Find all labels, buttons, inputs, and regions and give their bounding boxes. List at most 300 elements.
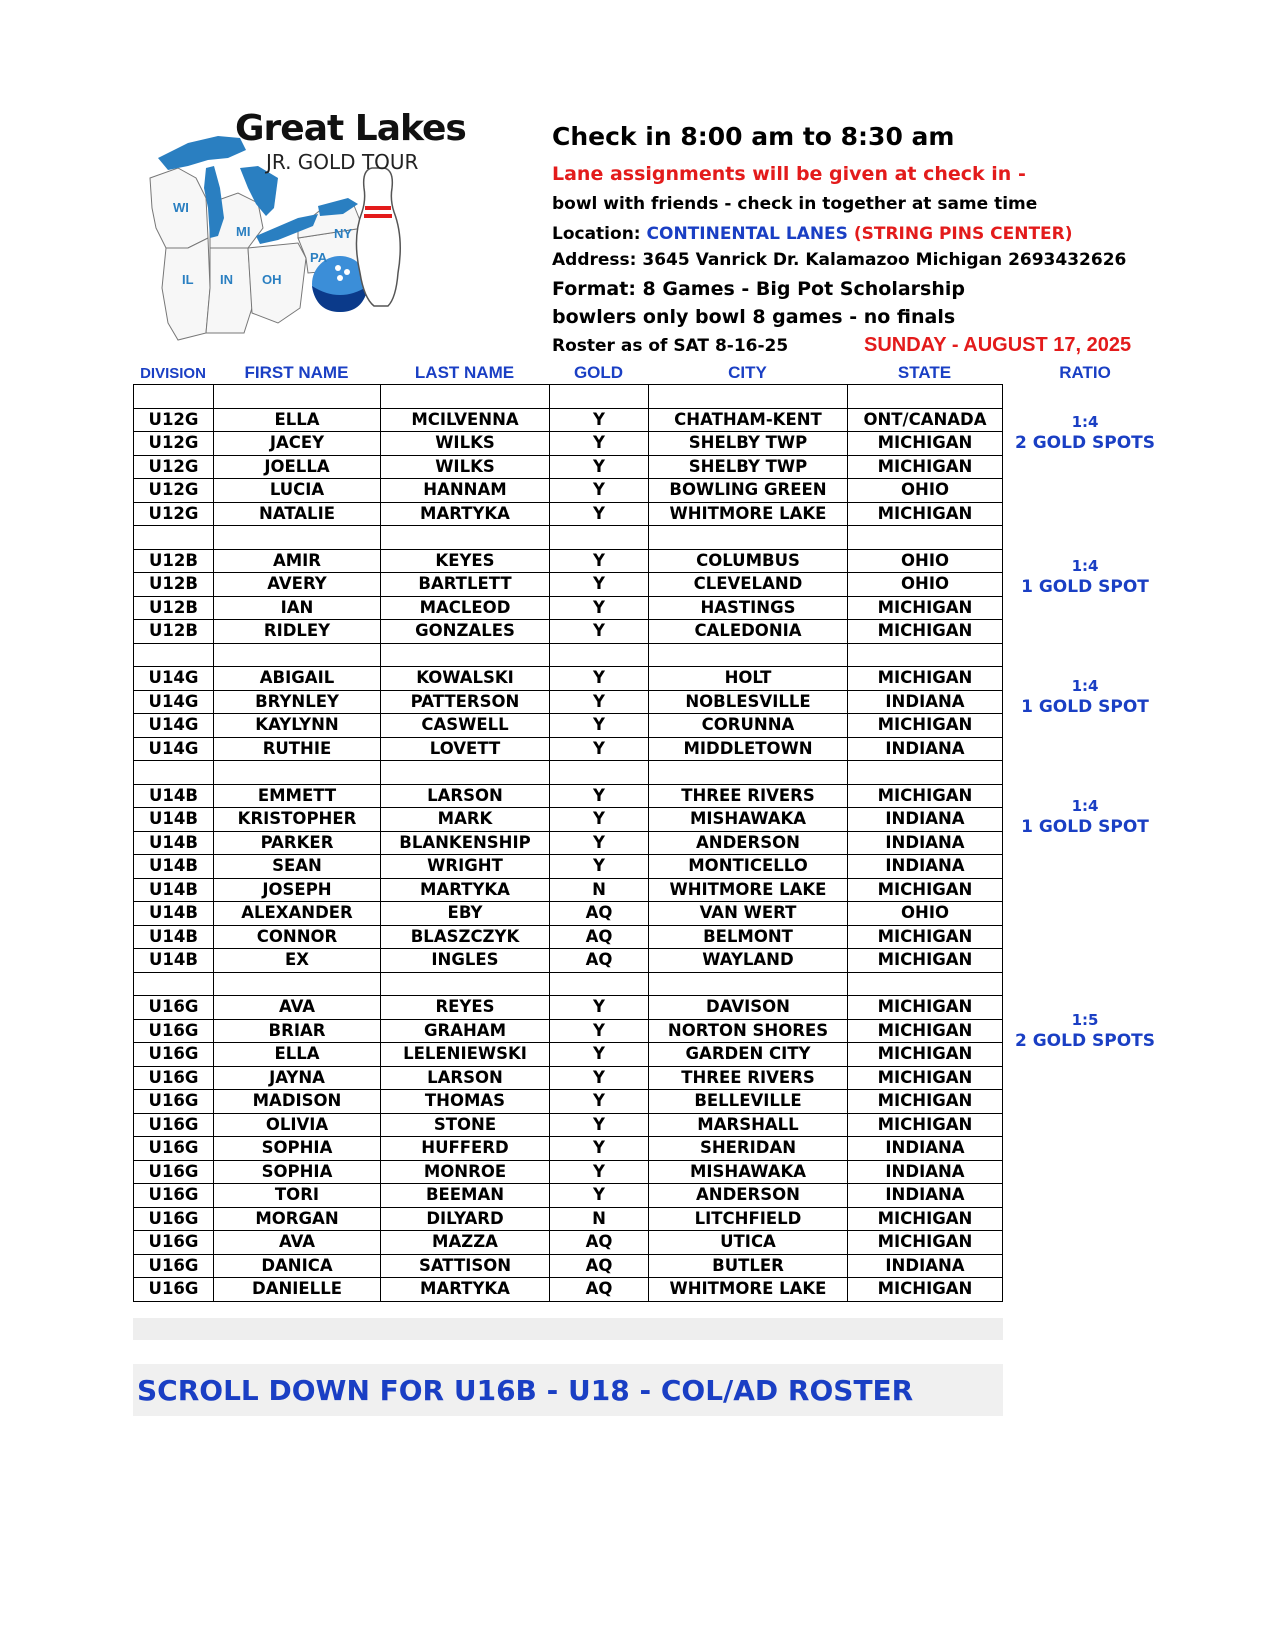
state-cell: [848, 972, 1003, 996]
state-cell: MICHIGAN: [848, 925, 1003, 949]
state-cell: INDIANA: [848, 808, 1003, 832]
last-name-cell: [381, 385, 550, 409]
city-cell: SHELBY TWP: [649, 432, 848, 456]
state-cell: INDIANA: [848, 1160, 1003, 1184]
lane-assignments-note: Lane assignments will be given at check in -: [552, 163, 1026, 185]
gold-cell: AQ: [550, 1278, 649, 1302]
state-label: MI: [236, 224, 251, 239]
state-cell: MICHIGAN: [848, 596, 1003, 620]
last-name-cell: MCILVENNA: [381, 408, 550, 432]
state-cell: INDIANA: [848, 690, 1003, 714]
gold-cell: Y: [550, 1019, 649, 1043]
state-label: PA: [310, 250, 328, 265]
gold-cell: [550, 385, 649, 409]
first-name-cell: [214, 643, 381, 667]
table-row: [134, 1043, 1003, 1067]
gold-cell: AQ: [550, 925, 649, 949]
table-row: [134, 949, 1003, 973]
great-lakes-logo: [148, 108, 466, 348]
last-name-cell: EBY: [381, 902, 550, 926]
city-cell: NOBLESVILLE: [649, 690, 848, 714]
ratio-value: 1:4: [1071, 797, 1099, 815]
first-name-cell: IAN: [214, 596, 381, 620]
division-cell: U12B: [134, 573, 214, 597]
first-name-cell: BRIAR: [214, 1019, 381, 1043]
header-city: CITY: [728, 363, 767, 382]
city-cell: MARSHALL: [649, 1113, 848, 1137]
gold-cell: Y: [550, 1043, 649, 1067]
first-name-cell: ELLA: [214, 408, 381, 432]
city-cell: WHITMORE LAKE: [649, 502, 848, 526]
city-cell: MONTICELLO: [649, 855, 848, 879]
division-cell: [134, 385, 214, 409]
last-name-cell: LARSON: [381, 784, 550, 808]
ratio-u12g: [1010, 413, 1160, 453]
state-label: OH: [262, 272, 282, 287]
city-cell: UTICA: [649, 1231, 848, 1255]
last-name-cell: GRAHAM: [381, 1019, 550, 1043]
ratio-u12b: [1010, 557, 1160, 597]
gold-cell: Y: [550, 737, 649, 761]
last-name-cell: MARTYKA: [381, 1278, 550, 1302]
table-row: [134, 831, 1003, 855]
city-cell: BUTLER: [649, 1254, 848, 1278]
event-date: SUNDAY - AUGUST 17, 2025: [864, 334, 1132, 356]
table-row: [134, 1207, 1003, 1231]
header-state: STATE: [897, 363, 952, 382]
gold-cell: [550, 526, 649, 550]
city-cell: CORUNNA: [649, 714, 848, 738]
location-name: CONTINENTAL LANES: [646, 224, 848, 244]
city-cell: SHELBY TWP: [649, 455, 848, 479]
last-name-cell: [381, 643, 550, 667]
table-row: [134, 1254, 1003, 1278]
gold-cell: Y: [550, 1137, 649, 1161]
division-cell: U16G: [134, 1137, 214, 1161]
table-row: [134, 690, 1003, 714]
state-cell: MICHIGAN: [848, 1113, 1003, 1137]
state-cell: MICHIGAN: [848, 455, 1003, 479]
city-cell: HOLT: [649, 667, 848, 691]
state-cell: MICHIGAN: [848, 1207, 1003, 1231]
gold-cell: AQ: [550, 949, 649, 973]
division-cell: U14B: [134, 831, 214, 855]
state-label: WI: [173, 200, 189, 215]
state-cell: MICHIGAN: [848, 878, 1003, 902]
ratio-value: 1:4: [1071, 557, 1099, 575]
last-name-cell: REYES: [381, 996, 550, 1020]
state-cell: MICHIGAN: [848, 502, 1003, 526]
first-name-cell: NATALIE: [214, 502, 381, 526]
state-cell: [848, 526, 1003, 550]
gold-cell: Y: [550, 831, 649, 855]
table-row: [134, 1160, 1003, 1184]
gold-cell: Y: [550, 502, 649, 526]
first-name-cell: [214, 385, 381, 409]
first-name-cell: OLIVIA: [214, 1113, 381, 1137]
gold-cell: Y: [550, 784, 649, 808]
city-cell: [649, 972, 848, 996]
state-cell: MICHIGAN: [848, 1043, 1003, 1067]
roster-table: [133, 384, 1003, 1302]
division-cell: U16G: [134, 1019, 214, 1043]
division-cell: [134, 643, 214, 667]
first-name-cell: KRISTOPHER: [214, 808, 381, 832]
gold-spots: 1 GOLD SPOT: [1021, 697, 1149, 717]
city-cell: MISHAWAKA: [649, 1160, 848, 1184]
gold-spots: 2 GOLD SPOTS: [1014, 433, 1155, 453]
city-cell: [649, 761, 848, 785]
table-row: [134, 1090, 1003, 1114]
division-cell: U16G: [134, 1254, 214, 1278]
first-name-cell: ELLA: [214, 1043, 381, 1067]
division-cell: U14B: [134, 784, 214, 808]
state-cell: MICHIGAN: [848, 1066, 1003, 1090]
division-cell: U16G: [134, 1184, 214, 1208]
division-cell: U16G: [134, 1278, 214, 1302]
last-name-cell: BLASZCZYK: [381, 925, 550, 949]
table-row: [134, 1184, 1003, 1208]
last-name-cell: MACLEOD: [381, 596, 550, 620]
last-name-cell: CASWELL: [381, 714, 550, 738]
first-name-cell: MADISON: [214, 1090, 381, 1114]
last-name-cell: PATTERSON: [381, 690, 550, 714]
first-name-cell: ALEXANDER: [214, 902, 381, 926]
gold-cell: [550, 761, 649, 785]
gold-cell: Y: [550, 690, 649, 714]
format-line-1: Format: 8 Games - Big Pot Scholarship: [552, 278, 965, 300]
state-cell: INDIANA: [848, 1137, 1003, 1161]
state-cell: MICHIGAN: [848, 1090, 1003, 1114]
first-name-cell: DANIELLE: [214, 1278, 381, 1302]
header-ratio: RATIO: [1059, 363, 1111, 382]
last-name-cell: MARTYKA: [381, 878, 550, 902]
gold-cell: Y: [550, 479, 649, 503]
table-footer: [133, 1318, 1003, 1340]
city-cell: HASTINGS: [649, 596, 848, 620]
address: Address: 3645 Vanrick Dr. Kalamazoo Michigan 2693432626: [552, 250, 1127, 270]
header-first-name: FIRST NAME: [244, 363, 349, 382]
last-name-cell: MONROE: [381, 1160, 550, 1184]
first-name-cell: TORI: [214, 1184, 381, 1208]
gold-cell: Y: [550, 667, 649, 691]
last-name-cell: GONZALES: [381, 620, 550, 644]
division-cell: U12B: [134, 596, 214, 620]
state-cell: INDIANA: [848, 855, 1003, 879]
state-cell: MICHIGAN: [848, 1231, 1003, 1255]
first-name-cell: SOPHIA: [214, 1137, 381, 1161]
table-row: [134, 573, 1003, 597]
first-name-cell: SOPHIA: [214, 1160, 381, 1184]
table-row: [134, 878, 1003, 902]
header-last-name: LAST NAME: [414, 363, 515, 382]
state-cell: MICHIGAN: [848, 949, 1003, 973]
state-label: NY: [334, 226, 353, 241]
city-cell: CALEDONIA: [649, 620, 848, 644]
state-cell: INDIANA: [848, 1184, 1003, 1208]
table-row: [134, 1278, 1003, 1302]
gold-spots: 1 GOLD SPOT: [1021, 817, 1149, 837]
state-cell: [848, 761, 1003, 785]
table-row: [134, 620, 1003, 644]
division-cell: U16G: [134, 1207, 214, 1231]
division-cell: U12G: [134, 455, 214, 479]
gold-cell: Y: [550, 549, 649, 573]
division-cell: U14G: [134, 714, 214, 738]
spacer-row: [134, 643, 1003, 667]
division-cell: U14B: [134, 902, 214, 926]
division-cell: U14G: [134, 690, 214, 714]
division-cell: [134, 761, 214, 785]
city-cell: [649, 643, 848, 667]
division-cell: U16G: [134, 1066, 214, 1090]
city-cell: WHITMORE LAKE: [649, 1278, 848, 1302]
last-name-cell: MARTYKA: [381, 502, 550, 526]
division-cell: [134, 972, 214, 996]
gold-cell: N: [550, 878, 649, 902]
last-name-cell: STONE: [381, 1113, 550, 1137]
first-name-cell: BRYNLEY: [214, 690, 381, 714]
last-name-cell: SATTISON: [381, 1254, 550, 1278]
first-name-cell: MORGAN: [214, 1207, 381, 1231]
ratio-value: 1:4: [1071, 677, 1099, 695]
division-cell: U14B: [134, 808, 214, 832]
last-name-cell: LELENIEWSKI: [381, 1043, 550, 1067]
location-note: (STRING PINS CENTER): [847, 224, 1073, 244]
last-name-cell: INGLES: [381, 949, 550, 973]
roster-as-of: Roster as of SAT 8-16-25: [552, 336, 789, 356]
state-cell: MICHIGAN: [848, 1019, 1003, 1043]
gold-cell: AQ: [550, 1231, 649, 1255]
city-cell: LITCHFIELD: [649, 1207, 848, 1231]
city-cell: NORTON SHORES: [649, 1019, 848, 1043]
table-row: [134, 1066, 1003, 1090]
city-cell: VAN WERT: [649, 902, 848, 926]
table-row: [134, 549, 1003, 573]
gold-cell: N: [550, 1207, 649, 1231]
first-name-cell: SEAN: [214, 855, 381, 879]
division-cell: U14B: [134, 925, 214, 949]
gold-cell: Y: [550, 1184, 649, 1208]
city-cell: [649, 385, 848, 409]
first-name-cell: KAYLYNN: [214, 714, 381, 738]
city-cell: ANDERSON: [649, 831, 848, 855]
gold-spots: 1 GOLD SPOT: [1021, 577, 1149, 597]
city-cell: DAVISON: [649, 996, 848, 1020]
last-name-cell: WRIGHT: [381, 855, 550, 879]
table-row: [134, 432, 1003, 456]
last-name-cell: DILYARD: [381, 1207, 550, 1231]
spacer-row: [134, 761, 1003, 785]
header-division: DIVISION: [140, 365, 206, 382]
state-cell: MICHIGAN: [848, 667, 1003, 691]
city-cell: CLEVELAND: [649, 573, 848, 597]
roster-body: [134, 385, 1003, 1302]
first-name-cell: [214, 972, 381, 996]
location: [552, 224, 1073, 244]
first-name-cell: EX: [214, 949, 381, 973]
location-label: Location:: [552, 224, 647, 244]
division-cell: U12G: [134, 408, 214, 432]
last-name-cell: BEEMAN: [381, 1184, 550, 1208]
first-name-cell: AVA: [214, 996, 381, 1020]
ratio-u14b: [1010, 797, 1160, 837]
header-gold: GOLD: [573, 363, 624, 382]
ratio-value: 1:5: [1071, 1011, 1099, 1029]
first-name-cell: JOSEPH: [214, 878, 381, 902]
city-cell: THREE RIVERS: [649, 1066, 848, 1090]
state-cell: OHIO: [848, 573, 1003, 597]
table-row: [134, 1019, 1003, 1043]
city-cell: [649, 526, 848, 550]
table-row: [134, 925, 1003, 949]
gold-cell: Y: [550, 1090, 649, 1114]
table-row: [134, 596, 1003, 620]
city-cell: COLUMBUS: [649, 549, 848, 573]
state-cell: MICHIGAN: [848, 1278, 1003, 1302]
table-row: [134, 996, 1003, 1020]
division-cell: U12G: [134, 432, 214, 456]
state-cell: ONT/CANADA: [848, 408, 1003, 432]
format-line-2: bowlers only bowl 8 games - no finals: [552, 306, 956, 328]
gold-cell: Y: [550, 1066, 649, 1090]
state-cell: OHIO: [848, 549, 1003, 573]
gold-cell: Y: [550, 996, 649, 1020]
table-row: [134, 1137, 1003, 1161]
division-cell: U16G: [134, 996, 214, 1020]
bowl-with-friends-note: bowl with friends - check in together at same time: [552, 194, 1038, 214]
city-cell: WAYLAND: [649, 949, 848, 973]
first-name-cell: AMIR: [214, 549, 381, 573]
gold-cell: [550, 972, 649, 996]
last-name-cell: HANNAM: [381, 479, 550, 503]
first-name-cell: JOELLA: [214, 455, 381, 479]
division-cell: U16G: [134, 1160, 214, 1184]
gold-cell: Y: [550, 408, 649, 432]
state-cell: MICHIGAN: [848, 620, 1003, 644]
gold-cell: Y: [550, 808, 649, 832]
first-name-cell: LUCIA: [214, 479, 381, 503]
state-cell: MICHIGAN: [848, 432, 1003, 456]
state-cell: [848, 643, 1003, 667]
city-cell: THREE RIVERS: [649, 784, 848, 808]
state-cell: [848, 385, 1003, 409]
gold-cell: AQ: [550, 1254, 649, 1278]
city-cell: CHATHAM-KENT: [649, 408, 848, 432]
city-cell: ANDERSON: [649, 1184, 848, 1208]
table-row: [134, 902, 1003, 926]
spacer-row: [134, 385, 1003, 409]
last-name-cell: MAZZA: [381, 1231, 550, 1255]
table-row: [134, 808, 1003, 832]
last-name-cell: LARSON: [381, 1066, 550, 1090]
city-cell: MIDDLETOWN: [649, 737, 848, 761]
city-cell: GARDEN CITY: [649, 1043, 848, 1067]
first-name-cell: EMMETT: [214, 784, 381, 808]
division-cell: U14B: [134, 878, 214, 902]
first-name-cell: RUTHIE: [214, 737, 381, 761]
first-name-cell: AVA: [214, 1231, 381, 1255]
last-name-cell: BLANKENSHIP: [381, 831, 550, 855]
last-name-cell: THOMAS: [381, 1090, 550, 1114]
division-cell: U14B: [134, 949, 214, 973]
state-cell: OHIO: [848, 479, 1003, 503]
state-label: IN: [220, 272, 233, 287]
state-cell: MICHIGAN: [848, 996, 1003, 1020]
state-cell: MICHIGAN: [848, 714, 1003, 738]
state-cell: MICHIGAN: [848, 784, 1003, 808]
first-name-cell: [214, 761, 381, 785]
table-row: [134, 502, 1003, 526]
last-name-cell: MARK: [381, 808, 550, 832]
checkin-time: Check in 8:00 am to 8:30 am: [552, 122, 955, 151]
gold-cell: [550, 643, 649, 667]
gold-cell: Y: [550, 1113, 649, 1137]
first-name-cell: RIDLEY: [214, 620, 381, 644]
state-cell: INDIANA: [848, 737, 1003, 761]
division-cell: U14B: [134, 855, 214, 879]
gold-cell: Y: [550, 855, 649, 879]
ratio-u16g: [1010, 1011, 1160, 1051]
ratio-value: 1:4: [1071, 413, 1099, 431]
state-cell: OHIO: [848, 902, 1003, 926]
table-row: [134, 667, 1003, 691]
table-row: [134, 784, 1003, 808]
last-name-cell: BARTLETT: [381, 573, 550, 597]
gold-cell: Y: [550, 573, 649, 597]
state-label: IL: [182, 272, 194, 287]
table-row: [134, 855, 1003, 879]
last-name-cell: LOVETT: [381, 737, 550, 761]
division-cell: U16G: [134, 1113, 214, 1137]
city-cell: BELMONT: [649, 925, 848, 949]
last-name-cell: [381, 972, 550, 996]
division-cell: U14G: [134, 737, 214, 761]
logo-subtitle: JR. GOLD TOUR: [266, 150, 419, 174]
first-name-cell: JAYNA: [214, 1066, 381, 1090]
division-cell: U14G: [134, 667, 214, 691]
state-cell: INDIANA: [848, 1254, 1003, 1278]
city-cell: MISHAWAKA: [649, 808, 848, 832]
scroll-notice-banner: [133, 1364, 1003, 1416]
first-name-cell: JACEY: [214, 432, 381, 456]
division-cell: U12G: [134, 502, 214, 526]
city-cell: WHITMORE LAKE: [649, 878, 848, 902]
last-name-cell: WILKS: [381, 432, 550, 456]
gold-cell: Y: [550, 455, 649, 479]
gold-cell: AQ: [550, 902, 649, 926]
table-row: [134, 714, 1003, 738]
first-name-cell: ABIGAIL: [214, 667, 381, 691]
gold-cell: Y: [550, 620, 649, 644]
last-name-cell: [381, 761, 550, 785]
logo-title: Great Lakes: [235, 108, 466, 149]
division-cell: U12G: [134, 479, 214, 503]
spacer-row: [134, 972, 1003, 996]
state-cell: INDIANA: [848, 831, 1003, 855]
table-row: [134, 1113, 1003, 1137]
first-name-cell: [214, 526, 381, 550]
last-name-cell: WILKS: [381, 455, 550, 479]
table-row: [134, 1231, 1003, 1255]
division-cell: U12B: [134, 549, 214, 573]
table-row: [134, 408, 1003, 432]
first-name-cell: CONNOR: [214, 925, 381, 949]
ratio-u14g: [1010, 677, 1160, 717]
last-name-cell: KEYES: [381, 549, 550, 573]
spacer-row: [134, 526, 1003, 550]
gold-cell: Y: [550, 596, 649, 620]
